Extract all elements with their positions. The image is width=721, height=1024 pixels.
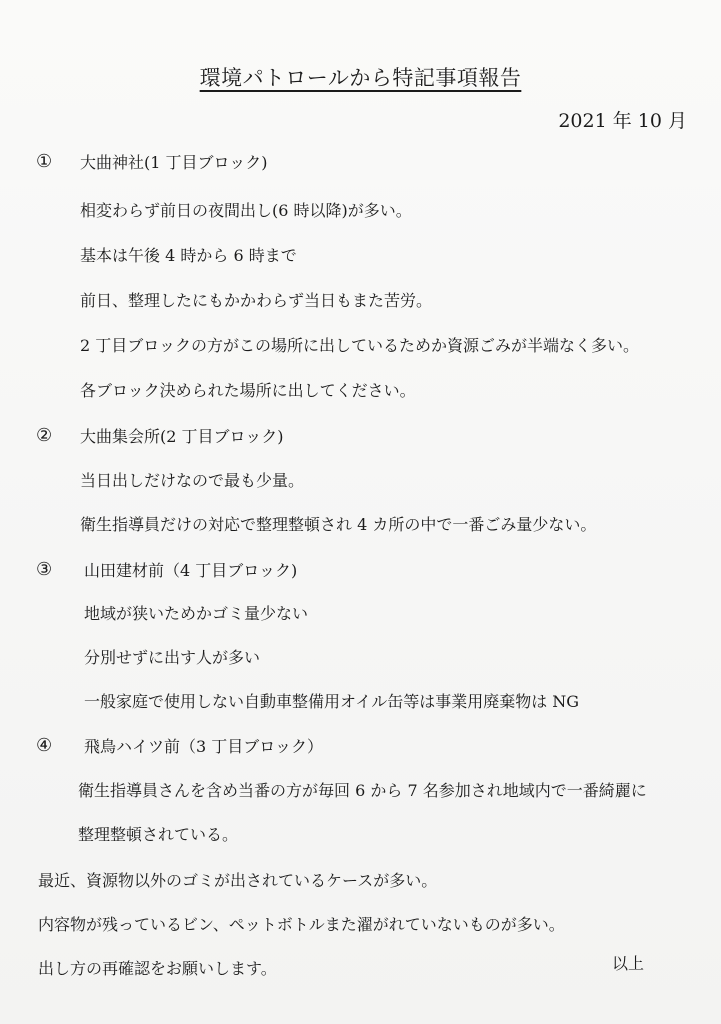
closing-line-2: 内容物が残っているビン、ペットボトルまた濯がれていないものが多い。 (38, 915, 565, 934)
closing-line-3: 出し方の再確認をお願いします。 (38, 959, 277, 978)
section-3-marker: ③ (36, 559, 53, 580)
section-1-heading: 大曲神社(1 丁目ブロック) (80, 153, 268, 172)
section-1-line-3: 前日、整理したにもかかわらず当日もまた苦労。 (80, 291, 433, 310)
document-title: 環境パトロールから特記事項報告 (199, 66, 522, 90)
section-2-heading: 大曲集会所(2 丁目ブロック) (80, 427, 284, 446)
section-4-heading: 飛鳥ハイツ前（3 丁目ブロック） (84, 737, 323, 756)
section-4-marker: ④ (36, 735, 53, 756)
section-1-line-2: 基本は午後 4 時から 6 時まで (80, 246, 297, 265)
section-3-line-2: 分別せずに出す人が多い (84, 648, 261, 667)
section-3-heading: 山田建材前（4 丁目ブロック) (84, 561, 298, 580)
end-mark: 以上 (612, 954, 645, 973)
section-3-line-1: 地域が狭いためかゴミ量少ない (84, 604, 309, 623)
section-4-line-2: 整理整頓されている。 (78, 825, 239, 844)
section-3-line-3: 一般家庭で使用しない自動車整備用オイル缶等は事業用廃棄物は NG (84, 692, 580, 711)
section-1-marker: ① (36, 151, 53, 172)
section-2-line-1: 当日出しだけなので最も少量。 (80, 471, 305, 490)
section-4-line-1: 衛生指導員さんを含め当番の方が毎回 6 から 7 名参加され地域内で一番綺麗に (78, 781, 647, 800)
document-date: 2021 年 10 月 (558, 110, 687, 132)
section-2-marker: ② (36, 425, 53, 446)
closing-line-1: 最近、資源物以外のゴミが出されているケースが多い。 (38, 871, 438, 890)
section-2-line-2: 衛生指導員だけの対応で整理整頓され 4 カ所の中で一番ごみ量少ない。 (80, 515, 597, 534)
section-1-line-5: 各ブロック決められた場所に出してください。 (80, 381, 416, 400)
section-1-line-1: 相変わらず前日の夜間出し(6 時以降)が多い。 (80, 201, 412, 220)
section-1-line-4: 2 丁目ブロックの方がこの場所に出しているためか資源ごみが半端なく多い。 (80, 336, 639, 355)
